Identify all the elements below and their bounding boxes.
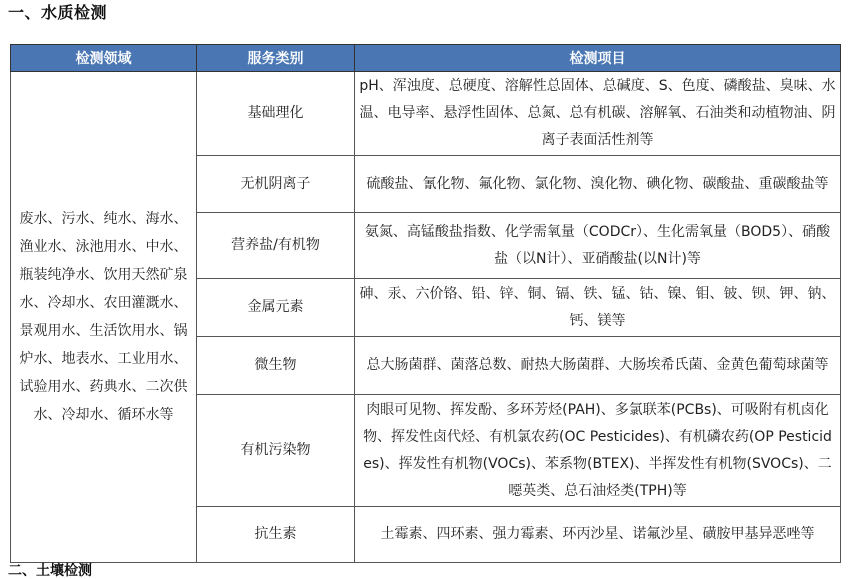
table-row <box>11 72 841 156</box>
items-cell: 总大肠菌群、菌落总数、耐热大肠菌群、大肠埃希氏菌、金黄色葡萄球菌等 <box>355 337 841 395</box>
items-cell: pH、浑浊度、总硬度、溶解性总固体、总碱度、S、色度、磷酸盐、臭味、水温、电导率、悬浮性固体、总氮、总有机碳、溶解氧、石油类和动植物油、阴离子表面活性剂等 <box>355 72 841 156</box>
category-cell: 金属元素 <box>197 279 355 337</box>
section-title: 一、水质检测 <box>8 3 108 22</box>
category-cell: 微生物 <box>197 337 355 395</box>
category-cell: 抗生素 <box>197 507 355 563</box>
next-section-title: 二、土壤检测 <box>8 563 92 579</box>
category-cell: 无机阴离子 <box>197 156 355 213</box>
header-category: 服务类别 <box>197 45 355 72</box>
category-cell: 营养盐/有机物 <box>197 213 355 279</box>
header-items: 检测项目 <box>355 45 841 72</box>
testing-table <box>10 44 841 563</box>
testing-table-wrapper <box>10 44 840 563</box>
items-cell: 土霉素、四环素、强力霉素、环丙沙星、诺氟沙星、磺胺甲基异恶唑等 <box>355 507 841 563</box>
items-cell: 砷、汞、六价铬、铅、锌、铜、镉、铁、锰、钴、镍、钼、铍、钡、钾、钠、钙、镁等 <box>355 279 841 337</box>
domain-cell: 废水、污水、纯水、海水、渔业水、泳池用水、中水、瓶装纯净水、饮用天然矿泉水、冷却水、农田灌溉水、景观用水、生活饮用水、锅炉水、地表水、工业用水、试验用水、药典水、二次供水、冷却水、循环水等 <box>11 72 197 563</box>
category-cell: 有机污染物 <box>197 395 355 507</box>
table-header-row <box>11 45 841 72</box>
items-cell: 氨氮、高锰酸盐指数、化学需氧量（CODCr）、生化需氧量（BOD5）、硝酸盐（以N计）、亚硝酸盐(以N计)等 <box>355 213 841 279</box>
category-cell: 基础理化 <box>197 72 355 156</box>
header-domain: 检测领域 <box>11 45 197 72</box>
items-cell: 肉眼可见物、挥发酚、多环芳烃(PAH)、多氯联苯(PCBs)、可吸附有机卤化物、挥发性卤代烃、有机氯农药(OC Pesticides)、有机磷农药(OP Pesticides)、挥发性有机物(VOCs)、苯系物(BTEX)、半挥发性有机物(SVOCs)、二噁英类、总石油烃类(TPH)等 <box>355 395 841 507</box>
items-cell: 硫酸盐、氰化物、氟化物、氯化物、溴化物、碘化物、碳酸盐、重碳酸盐等 <box>355 156 841 213</box>
